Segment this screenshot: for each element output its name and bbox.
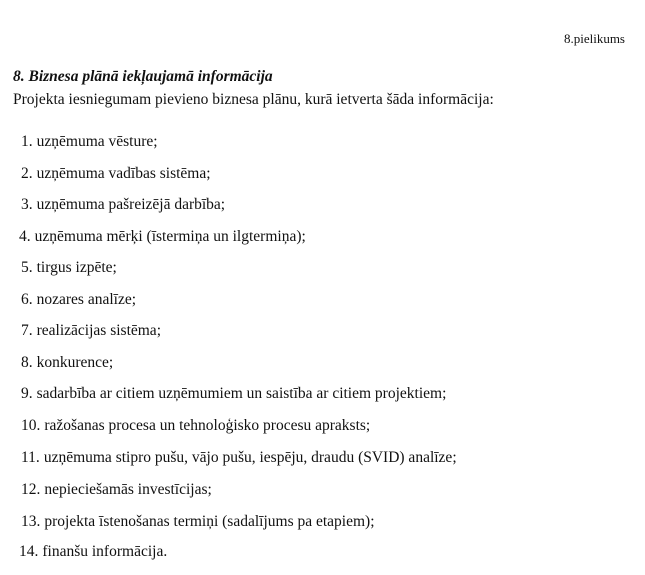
list-item <box>21 322 161 340</box>
list-item-number: 2. <box>21 165 33 182</box>
list-item-number: 9. <box>21 385 33 402</box>
list-item-text: realizācijas sistēma; <box>36 322 161 339</box>
list-item-text: nepieciešamās investīcijas; <box>44 481 212 498</box>
list-item <box>21 165 211 183</box>
list-item-text: uzņēmuma pašreizējā darbība; <box>36 196 226 213</box>
list-item-text: konkurence; <box>36 354 114 371</box>
list-item-text: uzņēmuma vēsture; <box>36 133 158 150</box>
list-item-text: tirgus izpēte; <box>36 259 117 276</box>
list-item <box>19 228 306 246</box>
list-item-number: 8. <box>21 354 33 371</box>
list-item-number: 11. <box>21 449 40 466</box>
list-item-number: 6. <box>21 291 33 308</box>
list-item-number: 4. <box>19 228 31 245</box>
list-item-text: sadarbība ar citiem uzņēmumiem un saistība ar citiem projektiem; <box>36 385 447 402</box>
list-item <box>21 354 113 372</box>
list-item-number: 5. <box>21 259 33 276</box>
list-item-number: 14. <box>19 543 39 560</box>
list-item-number: 3. <box>21 196 33 213</box>
list-item-text: finanšu informācija. <box>42 543 168 560</box>
list-item <box>21 196 225 214</box>
list-item <box>19 543 167 561</box>
list-item-text: ražošanas procesa un tehnoloģisko procesu apraksts; <box>44 417 371 434</box>
list-item <box>21 133 158 151</box>
list-item <box>21 291 136 309</box>
section-heading: 8. Biznesa plānā iekļaujamā informācija <box>13 68 273 85</box>
list-item-text: uzņēmuma mērķi (īstermiņa un ilgtermiņa); <box>34 228 306 245</box>
list-item-number: 12. <box>21 481 41 498</box>
list-item-text: nozares analīze; <box>36 291 137 308</box>
list-item <box>21 259 117 277</box>
intro-paragraph: Projekta iesniegumam pievieno biznesa plānu, kurā ietverta šāda informācija: <box>13 91 494 108</box>
list-item <box>21 385 446 403</box>
list-item-number: 13. <box>21 513 41 530</box>
list-item-text: uzņēmuma vadības sistēma; <box>36 165 211 182</box>
annex-label: 8.pielikums <box>563 31 625 46</box>
list-item <box>21 449 457 467</box>
list-item-number: 1. <box>21 133 33 150</box>
list-item-number: 7. <box>21 322 33 339</box>
list-item-text: uzņēmuma stipro pušu, vājo pušu, iespēju, draudu (SVID) analīze; <box>43 449 457 466</box>
list-item-number: 10. <box>21 417 41 434</box>
list-item <box>21 481 212 499</box>
list-item <box>21 513 375 531</box>
list-item-text: projekta īstenošanas termiņi (sadalījums pa etapiem); <box>44 513 375 530</box>
list-item <box>21 417 370 435</box>
